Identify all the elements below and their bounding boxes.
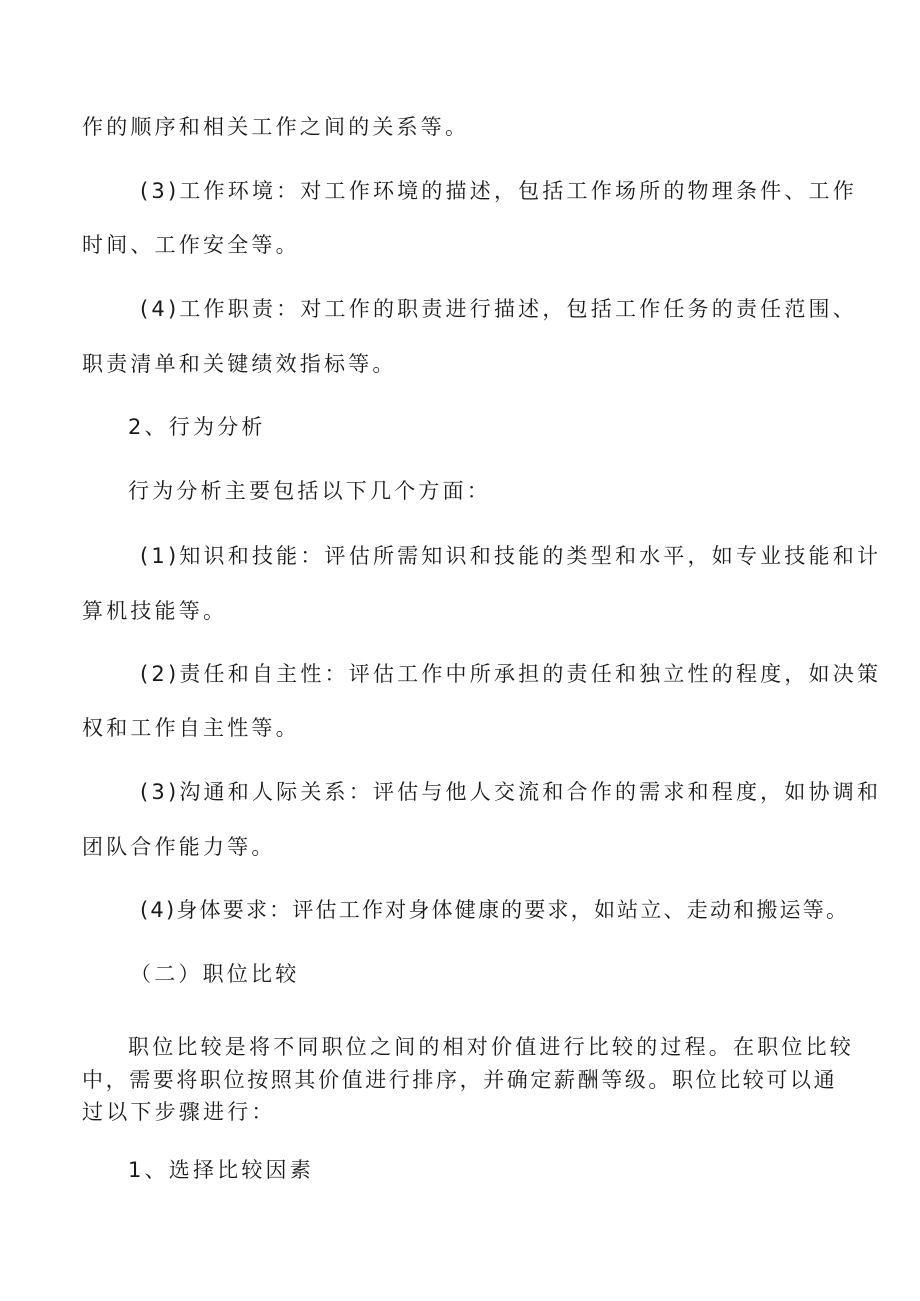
paragraph-line: 作的顺序和相关工作之间的关系等。 (82, 115, 470, 139)
paragraph-line: 过以下步骤进行： (82, 1100, 276, 1124)
section-heading: （二）职位比较 (130, 962, 300, 986)
paragraph-line: 职位比较是将不同职位之间的相对价值进行比较的过程。在职位比较 (128, 1035, 854, 1059)
paragraph-line: (4)工作职责：对工作的职责进行描述，包括工作任务的责任范围、 (140, 297, 857, 321)
paragraph-line: 职责清单和关键绩效指标等。 (82, 352, 397, 376)
paragraph-line: 团队合作能力等。 (82, 835, 276, 859)
paragraph-line: (3)工作环境：对工作环境的描述，包括工作场所的物理条件、工作 (140, 179, 857, 203)
section-heading: 2、行为分析 (128, 415, 266, 439)
paragraph-line: (2)责任和自主性：评估工作中所承担的责任和独立性的程度，如决策 (140, 662, 882, 686)
section-heading: 1、选择比较因素 (128, 1158, 314, 1182)
paragraph-line: 时间、工作安全等。 (82, 233, 300, 257)
paragraph-line: (4)身体要求：评估工作对身体健康的要求，如站立、走动和搬运等。 (140, 898, 850, 922)
paragraph-line: 权和工作自主性等。 (82, 716, 300, 740)
paragraph-line: 算机技能等。 (82, 599, 228, 623)
paragraph-line: 中，需要将职位按照其价值进行排序，并确定薪酬等级。职位比较可以通 (82, 1068, 838, 1092)
paragraph-line: (3)沟通和人际关系：评估与他人交流和合作的需求和程度，如协调和 (140, 780, 882, 804)
paragraph-line: 行为分析主要包括以下几个方面： (128, 479, 491, 503)
paragraph-line: (1)知识和技能：评估所需知识和技能的类型和水平，如专业技能和计 (140, 544, 882, 568)
